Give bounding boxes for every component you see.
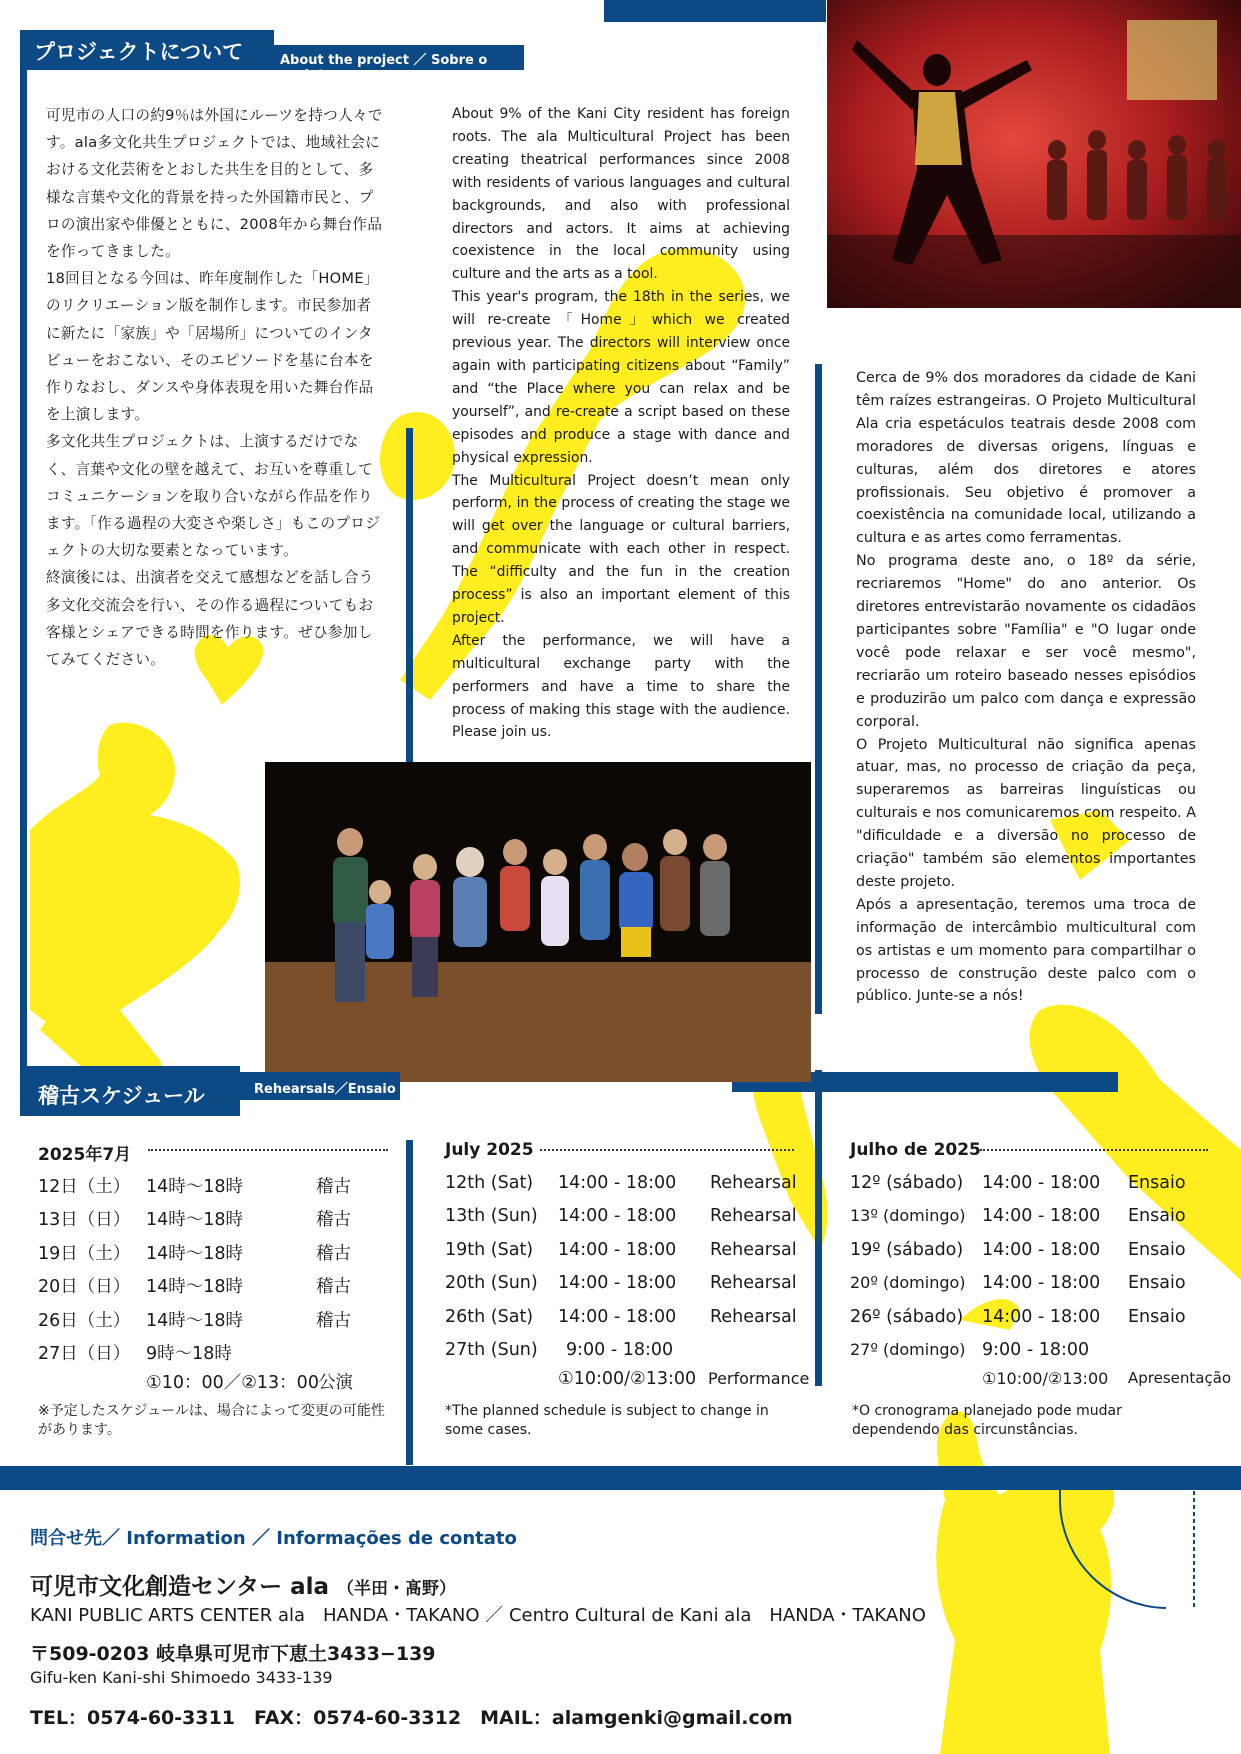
schedule-pt-row-time: 14:00 - 18:00	[982, 1273, 1101, 1293]
schedule-en-row-time: 14:00 - 18:00	[558, 1240, 677, 1260]
schedule-subheading-label: Rehearsals／Ensaio	[254, 1082, 396, 1097]
schedule-en-row-time: 9:00 - 18:00	[566, 1340, 674, 1360]
schedule-pt-row-type: Ensaio	[1128, 1173, 1186, 1193]
about-subheading	[274, 45, 524, 83]
schedule-en-row-date: 26th (Sat)	[445, 1307, 534, 1327]
schedule-jp-row-time: 14時～18時	[146, 1277, 244, 1297]
schedule-en-title: July 2025	[445, 1140, 534, 1160]
schedule-en-row-date: 13th (Sun)	[445, 1206, 538, 1226]
about-en-paragraph-4: After the performance, we will have a multicultural exchange party with the performers and have a time to share the process of making this stage with the audience. Please join us.	[452, 632, 790, 741]
schedule-jp-row-date: 26日（土）	[38, 1311, 131, 1331]
about-en-paragraph-2: This year's program, the 18th in the series, we will re-create「Home」which we created previous year. The directors will interview once again with participating citizens about “Family” and “the Place where you can relax and be yourself”, and re-create a script based on these episodes and produce a stage with dance and physical expression.	[452, 289, 790, 466]
contact-tel-fax-mail: TEL：0574-60-3311 FAX：0574-60-3312 MAIL：alamgenki@gmail.com	[30, 1707, 793, 1729]
schedule-jp-perf-label: 公演	[318, 1373, 353, 1393]
schedule-pt-row-type: Ensaio	[1128, 1307, 1186, 1327]
schedule-jp-row-type: 稽古	[316, 1244, 351, 1264]
schedule-pt-row-date: 20º (domingo)	[850, 1273, 966, 1292]
schedule-en-row-type: Rehearsal	[710, 1307, 797, 1327]
schedule-en-row-date: 12th (Sat)	[445, 1173, 534, 1193]
contact-org-jp-name: 可児市文化創造センター ala	[30, 1574, 330, 1600]
about-jp-paragraph-1: 可児市の人口の約9％は外国にルーツを持つ人々です。ala多文化共生プロジェクトでは、地域社会における文化芸術をとおした共生を目的として、多様な言葉や文化的背景を持った外国籍市民と、プロの演出家や俳優とともに、2008年から舞台作品を作ってきました。	[46, 107, 383, 261]
about-pt-paragraph-1: Cerca de 9% dos moradores da cidade de Kani têm raízes estrangeiras. O Projeto Multicultural Ala cria espetáculos teatrais desde 2008 com moradores de diversas origens, línguas e culturas, além dos diretores e atores profissionais. Seu objetivo é promover a coexistência na comunidade local, utilizando a cultura e as artes como ferramentas.	[856, 370, 1196, 547]
footer-divider-bar	[0, 1466, 1241, 1490]
schedule-pt-perf-times: ①10:00/②13:00	[982, 1369, 1109, 1388]
about-subheading-label: About the project ／ Sobre o projeto	[280, 53, 488, 83]
schedule-heading	[20, 1071, 240, 1116]
schedule-en-row-date: 19th (Sat)	[445, 1240, 534, 1260]
about-jp-text	[46, 102, 386, 673]
about-pt-paragraph-4: Após a apresentação, teremos uma troca de informação de intercâmbio multicultural com os artistas e um momento para compartilhar o processo de construção deste palco com o público. Junte-se a nós!	[856, 896, 1196, 1005]
schedule-en-row-type: Rehearsal	[710, 1206, 797, 1226]
schedule-en-row-date: 27th (Sun)	[445, 1340, 538, 1360]
schedule-en-row-type: Rehearsal	[710, 1273, 797, 1293]
schedule-jp-row-time: 14時～18時	[146, 1244, 244, 1264]
top-bar-right	[604, 0, 826, 22]
schedule-en-note: *The planned schedule is subject to change in some cases.	[445, 1403, 769, 1438]
schedule-pt-row-type: Ensaio	[1128, 1240, 1186, 1260]
schedule-pt-row-date: 26º (sábado)	[850, 1307, 964, 1327]
schedule-en-dots	[540, 1149, 794, 1151]
schedule-en-row-time: 14:00 - 18:00	[558, 1307, 677, 1327]
schedule-heading-jp: 稽古スケジュール	[38, 1084, 205, 1108]
schedule-pt-row-time: 14:00 - 18:00	[982, 1307, 1101, 1327]
schedule-jp-row-type: 稽古	[316, 1311, 351, 1331]
schedule-en-row-time: 14:00 - 18:00	[558, 1173, 677, 1193]
schedule-jp-perf-times: ①10：00／②13：00	[146, 1373, 319, 1393]
schedule-en-row-time: 14:00 - 18:00	[558, 1206, 677, 1226]
schedule-pt-row-type: Ensaio	[1128, 1273, 1186, 1293]
schedule-en-row-type: Rehearsal	[710, 1173, 797, 1193]
center-divider-upper	[406, 428, 413, 773]
schedule-pt-row-time: 9:00 - 18:00	[982, 1340, 1090, 1360]
schedule-pt-dots	[980, 1149, 1208, 1151]
about-jp-paragraph-3: 多文化共生プロジェクトは、上演するだけでなく、言葉や文化の壁を越えて、お互いを尊重してコミュニケーションを取り合いながら作品を作ります。「作る過程の大変さや楽しさ」もこのプロジェクトの大切な要素となっています。	[46, 433, 381, 560]
schedule-jp-row-date: 12日（土）	[38, 1177, 131, 1197]
schedule-pt-row-time: 14:00 - 18:00	[982, 1240, 1101, 1260]
about-pt-paragraph-3: O Projeto Multicultural não significa apenas atuar, mas, no processo de criação da peça, superaremos as barreiras linguísticas ou culturais e nos comunicaremos com respeito. A "dificuldade e a diversão no processo de criação" também são elementos importantes deste projeto.	[856, 736, 1196, 890]
stage-arc-icon	[1058, 1472, 1198, 1612]
schedule-en-perf-label: Performance	[708, 1369, 810, 1388]
schedule-en-row-date: 20th (Sun)	[445, 1273, 538, 1293]
center-divider-lower	[406, 1140, 413, 1465]
schedule-jp-dots	[148, 1149, 388, 1151]
contact-address-en: Gifu-ken Kani-shi Shimoedo 3433-139	[30, 1668, 333, 1687]
left-border-bar	[20, 30, 27, 1066]
schedule-jp-row-type: 稽古	[316, 1210, 351, 1230]
schedule-pt-row-date: 27º (domingo)	[850, 1340, 966, 1359]
about-heading-jp: プロジェクトについて	[34, 40, 244, 64]
schedule-pt-row-date: 12º (sábado)	[850, 1173, 964, 1193]
schedule-jp-row-time: 9時～18時	[146, 1344, 232, 1364]
schedule-pt-title: Julho de 2025	[850, 1140, 981, 1160]
schedule-pt-row-type: Ensaio	[1128, 1206, 1186, 1226]
about-heading	[20, 30, 274, 70]
schedule-jp-row-date: 27日（日）	[38, 1344, 131, 1364]
schedule-pt-note: *O cronograma planejado pode mudar dependendo das circunstâncias.	[852, 1403, 1122, 1438]
contact-org-jp	[30, 1568, 456, 1601]
schedule-jp-row-time: 14時～18時	[146, 1177, 244, 1197]
group-performance-photo	[265, 762, 811, 1082]
dance-performance-photo	[827, 0, 1241, 308]
schedule-pt-row-date: 19º (sábado)	[850, 1240, 964, 1260]
schedule-jp-row-time: 14時～18時	[146, 1210, 244, 1230]
schedule-en-perf-times: ①10:00/②13:00	[558, 1369, 697, 1389]
contact-heading: 問合せ先／ Information ／ Informações de contato	[30, 1528, 517, 1549]
schedule-jp-row-date: 13日（日）	[38, 1210, 131, 1230]
right-divider-upper	[815, 364, 822, 1014]
schedule-jp-row-type: 稽古	[316, 1177, 351, 1197]
schedule-pt-perf-label: Apresentação	[1128, 1369, 1232, 1387]
schedule-jp-title: 2025年7月	[38, 1145, 132, 1165]
schedule-pt-row-date: 13º (domingo)	[850, 1206, 966, 1225]
contact-address-jp: 〒509-0203 岐阜県可児市下恵土3433−139	[30, 1643, 436, 1665]
right-divider-lower	[815, 1070, 822, 1386]
schedule-subheading	[240, 1072, 400, 1100]
about-en-paragraph-3: The Multicultural Project doesn’t mean only perform, in the process of creating the stage we will get over the language or cultural barriers, and communicate with each other in respect. The “difficulty and the fun in the creation process” is also an important element of this project.	[452, 472, 790, 626]
about-en-paragraph-1: About 9% of the Kani City resident has foreign roots. The ala Multicultural Project has been creating theatrical performances since 2008 with residents of various languages and cultural backgrounds, and also with professional directors and actors. It aims at achieving coexistence in the local community using culture and the arts as a tool.	[452, 106, 790, 283]
schedule-jp-row-time: 14時～18時	[146, 1311, 244, 1331]
about-jp-paragraph-4: 終演後には、出演者を交えて感想などを話し合う多文化交流会を行い、その作る過程についてもお客様とシェアできる時間を作ります。ぜひ参加してみてください。	[46, 569, 374, 669]
about-pt-text	[856, 367, 1196, 1008]
about-pt-paragraph-2: No programa deste ano, o 18º da série, recriaremos "Home" do ano anterior. Os diretores entrevistarão novamente os cidadãos participantes sobre "Família" e "O lugar onde você pode relaxar e ser você mesmo", recriarão um roteiro baseado nesses episódios e produzirão um palco com dança e expressão corporal.	[856, 553, 1196, 730]
schedule-en-row-type: Rehearsal	[710, 1240, 797, 1260]
contact-org-en: KANI PUBLIC ARTS CENTER ala HANDA・TAKANO ／ Centro Cultural de Kani ala HANDA・TAKANO	[30, 1605, 926, 1626]
about-en-text	[452, 103, 790, 744]
schedule-jp-note: ※予定したスケジュールは、場合によって変更の可能性があります。	[38, 1403, 385, 1438]
about-jp-paragraph-2: 18回目となる今回は、昨年度制作した「HOME」のリクリエーション版を制作します。市民参加者に新たに「家族」や「居場所」についてのインタビューをおこない、そのエピソードを基に台本を作りなおし、ダンスや身体表現を用いた舞台作品を上演します。	[46, 270, 379, 424]
schedule-jp-row-type: 稽古	[316, 1277, 351, 1297]
schedule-pt-row-time: 14:00 - 18:00	[982, 1173, 1101, 1193]
schedule-pt-row-time: 14:00 - 18:00	[982, 1206, 1101, 1226]
schedule-jp-row-date: 19日（土）	[38, 1244, 131, 1264]
schedule-en-row-time: 14:00 - 18:00	[558, 1273, 677, 1293]
contact-org-staff: （半田・髙野）	[337, 1579, 457, 1599]
schedule-jp-row-date: 20日（日）	[38, 1277, 131, 1297]
